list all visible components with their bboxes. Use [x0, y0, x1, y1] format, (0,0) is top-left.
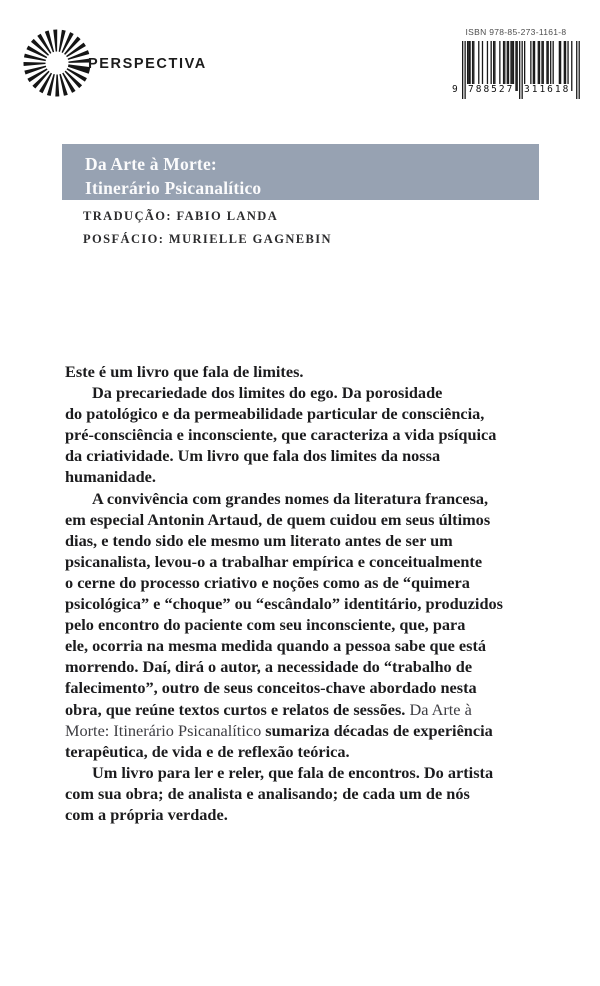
barcode-digits-right: 311618: [524, 84, 571, 95]
barcode-block: [450, 27, 582, 109]
synopsis-line: psicanalista, levou-o a trabalhar empírica e conceitualmente: [65, 551, 483, 571]
synopsis-line: Um livro para ler e reler, que fala de encontros. Do artista: [92, 762, 494, 782]
synopsis-line: pelo encontro do paciente com seu inconsciente, que, para: [65, 615, 466, 635]
synopsis-line: morrendo. Daí, dirá o autor, a necessidade do “trabalho de: [65, 657, 473, 677]
synopsis-line: ele, ocorria na mesma medida quando a pessoa sabe que está: [65, 636, 487, 656]
synopsis-text: [65, 361, 549, 825]
synopsis-line: pré-consciência e inconsciente, que caracteriza a vida psíquica: [65, 425, 497, 445]
synopsis-line: Este é um livro que fala de limites.: [65, 362, 304, 381]
translation-credit: TRADUÇÃO: FABIO LANDA: [83, 209, 279, 223]
synopsis-line: o cerne do processo criativo e noções como as de “quimera: [65, 572, 470, 592]
synopsis-line: falecimento”, outro de seus conceitos-chave abordado nesta: [65, 678, 477, 698]
synopsis-line: dias, e tendo sido ele mesmo um literato antes de ser um: [65, 530, 453, 550]
synopsis-line: A convivência com grandes nomes da literatura francesa,: [92, 488, 489, 508]
isbn-label: ISBN 978-85-273-1161-8: [465, 27, 567, 37]
synopsis-line: Morte: Itinerário Psicanalítico sumariza décadas de experiência: [65, 720, 493, 740]
credits: [83, 208, 332, 254]
book-title-line2: Itinerário Psicanalítico: [85, 178, 262, 198]
synopsis-line: com a própria verdade.: [65, 804, 228, 824]
synopsis-line: em especial Antonin Artaud, de quem cuidou em seus últimos: [65, 509, 491, 529]
synopsis-line: da criatividade. Um livro que fala dos limites da nossa: [65, 446, 441, 466]
publisher-name: PERSPECTIVA: [88, 56, 207, 72]
synopsis-line: obra, que reúne textos curtos e relatos de sessões. Da Arte à: [65, 699, 472, 719]
synopsis-line: Da precariedade dos limites do ego. Da porosidade: [92, 383, 443, 403]
barcode-digit-first: 9: [452, 84, 460, 95]
afterword-credit: POSFÁCIO: MURIELLE GAGNEBIN: [83, 232, 332, 246]
barcode-digits-left: 788527: [468, 84, 515, 95]
synopsis-line: terapêutica, de vida e de reflexão teórica.: [65, 741, 350, 761]
synopsis-line: psicológica” e “choque” ou “escândalo” identitário, produzidos: [65, 594, 503, 614]
synopsis-line: com sua obra; de analista e analisando; de cada um de nós: [65, 783, 470, 803]
sunburst-logo-icon: [18, 24, 96, 104]
synopsis-line: humanidade.: [65, 467, 156, 487]
title-box: [62, 144, 539, 200]
publisher-logo: [18, 24, 96, 104]
book-title-line1: Da Arte à Morte:: [85, 154, 217, 174]
synopsis-line: do patológico e da permeabilidade particular de consciência,: [65, 404, 485, 424]
